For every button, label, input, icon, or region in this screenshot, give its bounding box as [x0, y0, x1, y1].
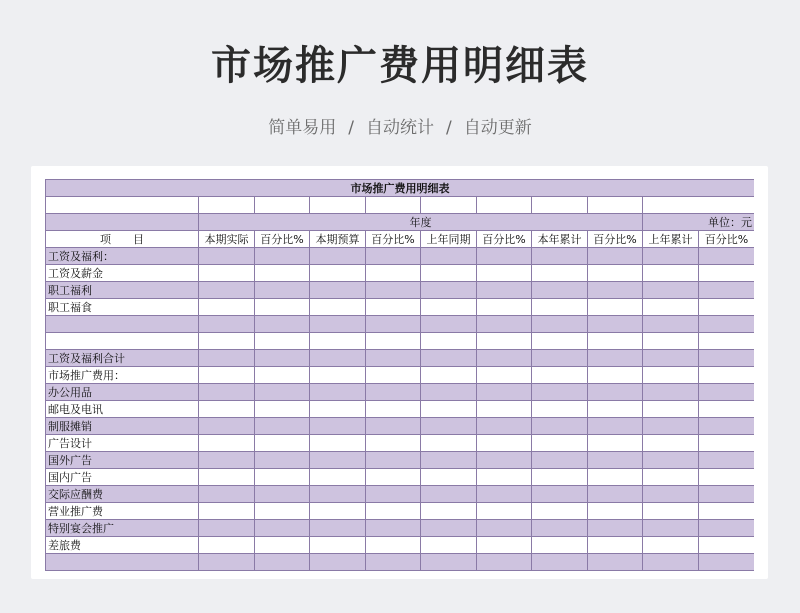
- column-header[interactable]: 上年累计: [643, 231, 699, 248]
- value-cell[interactable]: [643, 265, 699, 282]
- value-cell[interactable]: [532, 367, 588, 384]
- value-cell[interactable]: [255, 282, 310, 299]
- value-cell[interactable]: [477, 435, 532, 452]
- value-cell[interactable]: [477, 282, 532, 299]
- value-cell[interactable]: [477, 316, 532, 333]
- value-cell[interactable]: [477, 469, 532, 486]
- row-label[interactable]: 市场推广费用：: [46, 367, 199, 384]
- value-cell[interactable]: [366, 401, 421, 418]
- value-cell[interactable]: [255, 384, 310, 401]
- value-cell[interactable]: [310, 384, 366, 401]
- value-cell[interactable]: [643, 282, 699, 299]
- value-cell[interactable]: [532, 282, 588, 299]
- value-cell[interactable]: [477, 299, 532, 316]
- value-cell[interactable]: [588, 469, 643, 486]
- value-cell[interactable]: [366, 282, 421, 299]
- value-cell[interactable]: [643, 384, 699, 401]
- table-row: [46, 418, 755, 435]
- value-cell[interactable]: [699, 469, 755, 486]
- value-cell[interactable]: [199, 537, 255, 554]
- value-cell[interactable]: [421, 452, 477, 469]
- value-cell[interactable]: [199, 367, 255, 384]
- cell[interactable]: [46, 197, 199, 214]
- table-row: [46, 265, 755, 282]
- value-cell[interactable]: [643, 469, 699, 486]
- value-cell[interactable]: [588, 265, 643, 282]
- value-cell[interactable]: [477, 520, 532, 537]
- value-cell[interactable]: [532, 384, 588, 401]
- value-cell[interactable]: [588, 418, 643, 435]
- row-label[interactable]: 特别宴会推广: [46, 520, 199, 537]
- row-label[interactable]: 工资及薪金: [46, 265, 199, 282]
- value-cell[interactable]: [421, 265, 477, 282]
- row-label[interactable]: 交际应酬费: [46, 486, 199, 503]
- table-row: [46, 282, 755, 299]
- row-label[interactable]: 国外广告: [46, 452, 199, 469]
- value-cell[interactable]: [199, 520, 255, 537]
- sheet-title-row: [46, 180, 755, 197]
- value-cell[interactable]: [588, 282, 643, 299]
- table-row: [46, 520, 755, 537]
- value-cell[interactable]: [310, 503, 366, 520]
- value-cell[interactable]: [255, 486, 310, 503]
- spreadsheet-card: [31, 166, 768, 579]
- value-cell[interactable]: [199, 418, 255, 435]
- value-cell[interactable]: [699, 367, 755, 384]
- year-row: [46, 214, 755, 231]
- value-cell[interactable]: [532, 435, 588, 452]
- row-label[interactable]: [46, 316, 199, 333]
- value-cell[interactable]: [255, 537, 310, 554]
- cell[interactable]: [532, 197, 588, 214]
- value-cell[interactable]: [366, 554, 421, 571]
- value-cell[interactable]: [643, 350, 699, 367]
- value-cell[interactable]: [366, 503, 421, 520]
- table-row: [46, 503, 755, 520]
- value-cell[interactable]: [477, 418, 532, 435]
- value-cell[interactable]: [310, 367, 366, 384]
- value-cell[interactable]: [477, 248, 532, 265]
- value-cell[interactable]: [532, 333, 588, 350]
- value-cell[interactable]: [643, 435, 699, 452]
- value-cell[interactable]: [199, 503, 255, 520]
- value-cell[interactable]: [310, 316, 366, 333]
- value-cell[interactable]: [366, 384, 421, 401]
- value-cell[interactable]: [532, 316, 588, 333]
- table-row: [46, 486, 755, 503]
- table-row: [46, 401, 755, 418]
- value-cell[interactable]: [477, 384, 532, 401]
- value-cell[interactable]: [199, 282, 255, 299]
- value-cell[interactable]: [366, 367, 421, 384]
- value-cell[interactable]: [532, 520, 588, 537]
- value-cell[interactable]: [421, 469, 477, 486]
- cell[interactable]: [421, 197, 477, 214]
- value-cell[interactable]: [366, 316, 421, 333]
- blank-row: [46, 197, 755, 214]
- value-cell[interactable]: [532, 452, 588, 469]
- row-label[interactable]: 工资及福利合计: [46, 350, 199, 367]
- value-cell[interactable]: [255, 248, 310, 265]
- value-cell[interactable]: [588, 316, 643, 333]
- value-cell[interactable]: [699, 350, 755, 367]
- value-cell[interactable]: [366, 435, 421, 452]
- value-cell[interactable]: [366, 469, 421, 486]
- value-cell[interactable]: [255, 452, 310, 469]
- value-cell[interactable]: [477, 537, 532, 554]
- value-cell[interactable]: [199, 486, 255, 503]
- column-header[interactable]: 百分比%: [699, 231, 755, 248]
- value-cell[interactable]: [699, 503, 755, 520]
- value-cell[interactable]: [588, 401, 643, 418]
- value-cell[interactable]: [199, 350, 255, 367]
- value-cell[interactable]: [588, 333, 643, 350]
- value-cell[interactable]: [532, 469, 588, 486]
- value-cell[interactable]: [421, 503, 477, 520]
- row-label[interactable]: 办公用品: [46, 384, 199, 401]
- table-row: [46, 367, 755, 384]
- value-cell[interactable]: [532, 554, 588, 571]
- value-cell[interactable]: [421, 537, 477, 554]
- value-cell[interactable]: [199, 316, 255, 333]
- value-cell[interactable]: [643, 316, 699, 333]
- value-cell[interactable]: [699, 248, 755, 265]
- value-cell[interactable]: [643, 520, 699, 537]
- value-cell[interactable]: [699, 537, 755, 554]
- column-header[interactable]: 百分比%: [366, 231, 421, 248]
- value-cell[interactable]: [699, 299, 755, 316]
- row-label[interactable]: 广告设计: [46, 435, 199, 452]
- value-cell[interactable]: [477, 503, 532, 520]
- value-cell[interactable]: [699, 316, 755, 333]
- value-cell[interactable]: [421, 418, 477, 435]
- row-label[interactable]: 工资及福利：: [46, 248, 199, 265]
- value-cell[interactable]: [255, 520, 310, 537]
- value-cell[interactable]: [477, 486, 532, 503]
- table-row: [46, 384, 755, 401]
- value-cell[interactable]: [255, 435, 310, 452]
- table-row: [46, 333, 755, 350]
- unit-label[interactable]: 单位：元: [643, 214, 755, 231]
- cell[interactable]: [46, 214, 199, 231]
- sheet-title[interactable]: 市场推广费用明细表: [46, 180, 755, 197]
- page-subtitle: [0, 113, 800, 138]
- value-cell[interactable]: [421, 486, 477, 503]
- value-cell[interactable]: [366, 350, 421, 367]
- value-cell[interactable]: [366, 265, 421, 282]
- value-cell[interactable]: [255, 333, 310, 350]
- value-cell[interactable]: [699, 452, 755, 469]
- value-cell[interactable]: [477, 554, 532, 571]
- value-cell[interactable]: [643, 452, 699, 469]
- value-cell[interactable]: [421, 520, 477, 537]
- table-row: [46, 316, 755, 333]
- expense-table: [45, 179, 754, 571]
- value-cell[interactable]: [421, 401, 477, 418]
- column-header[interactable]: 百分比%: [255, 231, 310, 248]
- value-cell[interactable]: [532, 503, 588, 520]
- value-cell[interactable]: [699, 333, 755, 350]
- value-cell[interactable]: [199, 554, 255, 571]
- subtitle-separator: /: [348, 118, 354, 138]
- value-cell[interactable]: [643, 401, 699, 418]
- value-cell[interactable]: [421, 316, 477, 333]
- value-cell[interactable]: [643, 486, 699, 503]
- value-cell[interactable]: [366, 537, 421, 554]
- cell[interactable]: [310, 197, 366, 214]
- subtitle-item: 自动更新: [463, 118, 532, 138]
- column-header[interactable]: 本期预算: [310, 231, 366, 248]
- value-cell[interactable]: [421, 367, 477, 384]
- row-label[interactable]: 差旅费: [46, 537, 199, 554]
- value-cell[interactable]: [255, 367, 310, 384]
- column-header[interactable]: 本年累计: [532, 231, 588, 248]
- subtitle-item: 自动统计: [366, 118, 434, 138]
- value-cell[interactable]: [310, 401, 366, 418]
- value-cell[interactable]: [643, 503, 699, 520]
- row-label[interactable]: 邮电及电讯: [46, 401, 199, 418]
- cell[interactable]: [366, 197, 421, 214]
- value-cell[interactable]: [421, 384, 477, 401]
- row-label[interactable]: 制服摊销: [46, 418, 199, 435]
- value-cell[interactable]: [255, 503, 310, 520]
- table-row: [46, 452, 755, 469]
- value-cell[interactable]: [643, 367, 699, 384]
- value-cell[interactable]: [477, 265, 532, 282]
- value-cell[interactable]: [532, 418, 588, 435]
- value-cell[interactable]: [366, 418, 421, 435]
- value-cell[interactable]: [310, 486, 366, 503]
- value-cell[interactable]: [310, 520, 366, 537]
- value-cell[interactable]: [421, 299, 477, 316]
- value-cell[interactable]: [255, 401, 310, 418]
- value-cell[interactable]: [699, 401, 755, 418]
- value-cell[interactable]: [588, 367, 643, 384]
- table-row: [46, 248, 755, 265]
- value-cell[interactable]: [310, 350, 366, 367]
- value-cell[interactable]: [588, 350, 643, 367]
- value-cell[interactable]: [588, 554, 643, 571]
- value-cell[interactable]: [532, 401, 588, 418]
- value-cell[interactable]: [699, 265, 755, 282]
- cell[interactable]: [477, 197, 532, 214]
- column-header[interactable]: 上年同期: [421, 231, 477, 248]
- value-cell[interactable]: [588, 248, 643, 265]
- value-cell[interactable]: [199, 265, 255, 282]
- value-cell[interactable]: [699, 520, 755, 537]
- value-cell[interactable]: [310, 265, 366, 282]
- value-cell[interactable]: [532, 248, 588, 265]
- value-cell[interactable]: [199, 333, 255, 350]
- row-label[interactable]: 营业推广费: [46, 503, 199, 520]
- subtitle-separator: /: [446, 118, 452, 138]
- row-label[interactable]: [46, 554, 199, 571]
- value-cell[interactable]: [643, 418, 699, 435]
- value-cell[interactable]: [310, 418, 366, 435]
- value-cell[interactable]: [532, 537, 588, 554]
- value-cell[interactable]: [255, 299, 310, 316]
- value-cell[interactable]: [255, 418, 310, 435]
- year-label[interactable]: 年度: [199, 214, 643, 231]
- value-cell[interactable]: [588, 503, 643, 520]
- row-label[interactable]: [46, 333, 199, 350]
- value-cell[interactable]: [532, 350, 588, 367]
- table-row: [46, 299, 755, 316]
- table-row: [46, 469, 755, 486]
- value-cell[interactable]: [588, 384, 643, 401]
- value-cell[interactable]: [366, 299, 421, 316]
- row-label[interactable]: 职工福利: [46, 282, 199, 299]
- value-cell[interactable]: [699, 486, 755, 503]
- value-cell[interactable]: [699, 554, 755, 571]
- value-cell[interactable]: [699, 384, 755, 401]
- value-cell[interactable]: [643, 299, 699, 316]
- value-cell[interactable]: [477, 452, 532, 469]
- cell[interactable]: [199, 197, 255, 214]
- page-title: 市场推广费用明细表: [211, 43, 589, 89]
- value-cell[interactable]: [199, 452, 255, 469]
- value-cell[interactable]: [532, 299, 588, 316]
- value-cell[interactable]: [199, 435, 255, 452]
- cell[interactable]: [588, 197, 643, 214]
- value-cell[interactable]: [366, 248, 421, 265]
- row-label[interactable]: 国内广告: [46, 469, 199, 486]
- value-cell[interactable]: [255, 265, 310, 282]
- table-row: [46, 350, 755, 367]
- value-cell[interactable]: [421, 333, 477, 350]
- cell[interactable]: [643, 197, 755, 214]
- column-header[interactable]: 本期实际: [199, 231, 255, 248]
- subtitle-item: 简单易用: [268, 118, 337, 138]
- value-cell[interactable]: [255, 316, 310, 333]
- value-cell[interactable]: [421, 248, 477, 265]
- value-cell[interactable]: [421, 350, 477, 367]
- value-cell[interactable]: [421, 282, 477, 299]
- value-cell[interactable]: [643, 333, 699, 350]
- value-cell[interactable]: [199, 401, 255, 418]
- value-cell[interactable]: [310, 554, 366, 571]
- value-cell[interactable]: [310, 248, 366, 265]
- value-cell[interactable]: [588, 435, 643, 452]
- value-cell[interactable]: [477, 367, 532, 384]
- value-cell[interactable]: [588, 299, 643, 316]
- value-cell[interactable]: [643, 248, 699, 265]
- table-row: [46, 537, 755, 554]
- value-cell[interactable]: [199, 384, 255, 401]
- value-cell[interactable]: [310, 299, 366, 316]
- value-cell[interactable]: [699, 282, 755, 299]
- value-cell[interactable]: [477, 350, 532, 367]
- value-cell[interactable]: [366, 452, 421, 469]
- value-cell[interactable]: [310, 537, 366, 554]
- value-cell[interactable]: [588, 537, 643, 554]
- value-cell[interactable]: [199, 248, 255, 265]
- table-row: [46, 554, 755, 571]
- table-row: [46, 435, 755, 452]
- value-cell[interactable]: [532, 265, 588, 282]
- value-cell[interactable]: [310, 435, 366, 452]
- value-cell[interactable]: [366, 520, 421, 537]
- value-cell[interactable]: [643, 554, 699, 571]
- cell[interactable]: [255, 197, 310, 214]
- value-cell[interactable]: [310, 333, 366, 350]
- value-cell[interactable]: [588, 486, 643, 503]
- value-cell[interactable]: [199, 299, 255, 316]
- column-header[interactable]: 百分比%: [588, 231, 643, 248]
- value-cell[interactable]: [310, 282, 366, 299]
- value-cell[interactable]: [643, 537, 699, 554]
- item-header[interactable]: 项 目: [46, 231, 199, 248]
- value-cell[interactable]: [199, 469, 255, 486]
- column-header[interactable]: 百分比%: [477, 231, 532, 248]
- value-cell[interactable]: [699, 418, 755, 435]
- value-cell[interactable]: [699, 435, 755, 452]
- value-cell[interactable]: [477, 333, 532, 350]
- value-cell[interactable]: [421, 554, 477, 571]
- value-cell[interactable]: [477, 401, 532, 418]
- value-cell[interactable]: [255, 350, 310, 367]
- value-cell[interactable]: [421, 435, 477, 452]
- value-cell[interactable]: [532, 486, 588, 503]
- value-cell[interactable]: [588, 452, 643, 469]
- value-cell[interactable]: [366, 486, 421, 503]
- value-cell[interactable]: [255, 469, 310, 486]
- value-cell[interactable]: [255, 554, 310, 571]
- header-row: [46, 231, 755, 248]
- value-cell[interactable]: [588, 520, 643, 537]
- value-cell[interactable]: [310, 469, 366, 486]
- spreadsheet-viewport: [45, 179, 754, 579]
- value-cell[interactable]: [310, 452, 366, 469]
- row-label[interactable]: 职工福食: [46, 299, 199, 316]
- value-cell[interactable]: [366, 333, 421, 350]
